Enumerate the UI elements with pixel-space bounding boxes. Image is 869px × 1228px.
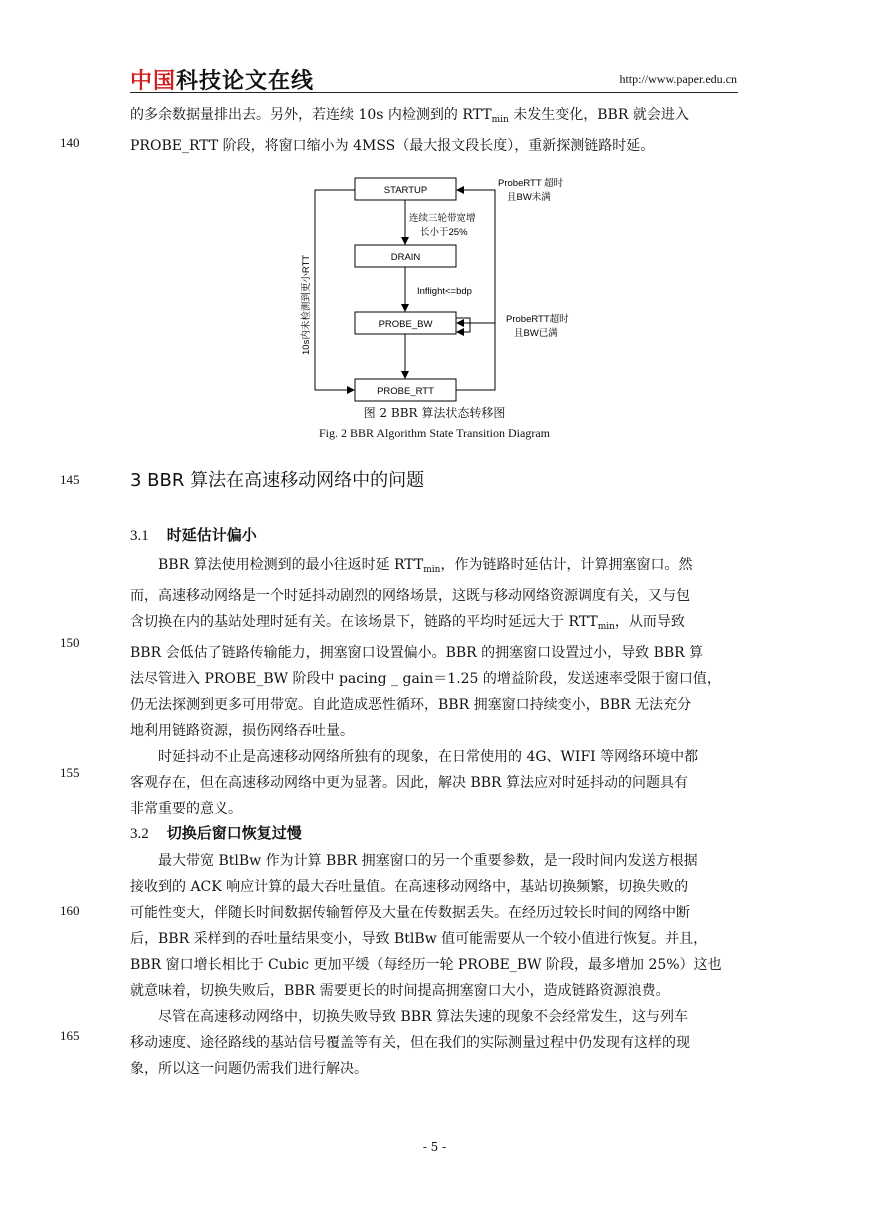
state-probe-bw-label: PROBE_BW	[378, 319, 433, 330]
section-3-heading: 3 BBR 算法在高速移动网络中的问题	[130, 470, 425, 491]
state-startup-label: STARTUP	[383, 185, 428, 196]
label-drain-probe-bw: Inflight<=bdp	[417, 286, 472, 297]
state-drain-label: DRAIN	[390, 252, 421, 263]
line-number: 150	[60, 635, 80, 650]
label-startup-drain-2: 长小于25%	[420, 227, 468, 238]
journal-url[interactable]: http://www.paper.edu.cn	[619, 72, 737, 86]
header-divider	[130, 92, 738, 93]
page-number: - 5 -	[422, 1140, 447, 1154]
subsection-3-1-heading: 3.1 时延估计偏小	[130, 526, 257, 544]
arrow-probe-bw-self-loop	[456, 318, 470, 332]
line-number: 145	[60, 472, 80, 487]
bbr-state-diagram	[290, 170, 590, 402]
label-top-right-1: ProbeRTT 超时	[498, 178, 564, 189]
line-number: 165	[60, 1028, 80, 1043]
arrow-left-loop	[315, 190, 355, 390]
line-number: 140	[60, 135, 80, 150]
subsection-3-2-heading: 3.2 切换后窗口恢复过慢	[130, 824, 302, 842]
state-probe-rtt-label: PROBE_RTT	[377, 386, 434, 397]
figure-caption-en: Fig. 2 BBR Algorithm State Transition Diagram	[318, 426, 551, 440]
journal-logo: 中国科技论文在线	[130, 69, 315, 94]
subsection-3-1-body: BBR 算法使用检测到的最小往返时延 $RTT_{min}$，作为链路时延估计，计算拥塞窗口。然 而，高速移动网络是一个时延抖动剧烈的网络场景，这既与移动网络资源调度有关，又与包 含切换在内的基站处理时延有关。在该场景下，链路的平均时延远大于 $RTT_{min}$，从而导致 BBR 会低估了链路传输能力，拥塞窗口设置偏小。BBR 的拥塞窗口设置过小，导致 BBR 算 法尽管进入 PROBE_BW 阶段中 pacing _ gain＝1.25 的增益阶段，发送速率受限于窗口值， 仍无法探测到更多可用带宽。自此造成恶性循环，BBR 拥塞窗口持续变小，BBR 无法充分 地利用链路资源，损伤网络吞吐量。 时延抖动不止是高速移动网络所独有的现象，在日常使用的 4G、WIFI 等网络环境中都 客观存在，但在高速移动网络中更为显著。因此，解决 BBR 算法应对时延抖动的问题具有 非常重要的意义。	[130, 557, 721, 817]
label-mid-right-1: ProbeRTT超时	[506, 314, 569, 325]
label-top-right-2: 且BW未满	[507, 192, 551, 203]
label-left-loop: 10s内未检测到更小RTT	[301, 254, 312, 355]
line-number: 160	[60, 903, 80, 918]
line-number: 155	[60, 765, 80, 780]
label-mid-right-2: 且BW已满	[514, 328, 558, 339]
label-startup-drain-1: 连续三轮带宽增	[409, 213, 476, 224]
subsection-3-2-body: 最大带宽 BtlBw 作为计算 BBR 拥塞窗口的另一个重要参数，是一段时间内发送方根据 接收到的 ACK 响应计算的最大吞吐量值。在高速移动网络中，基站切换频繁，切换失败的 可能性变大，伴随长时间数据传输暂停及大量在传数据丢失。在经历过较长时间的网络中断 后，BBR 采样到的吞吐量结果变小，导致 BtlBw 值可能需要从一个较小值进行恢复。并且， BBR 窗口增长相比于 Cubic 更加平缓（每经历一轮 PROBE_BW 阶段，最多增加 25%）这也 就意味着，切换失败后，BBR 需要更长的时间提高拥塞窗口大小，造成链路资源浪费。 尽管在高速移动网络中，切换失败导致 BBR 算法失速的现象不会经常发生，这与列车 移动速度、途径路线的基站信号覆盖等有关，但在我们的实际测量过程中仍发现有这样的现 象，所以这一问题仍需我们进行解决。	[130, 853, 722, 1077]
figure-caption-cn: 图 2 BBR 算法状态转移图	[363, 406, 506, 420]
paragraph-top: 的多余数据量排出去。另外，若连续 10s 内检测到的 $RTT_{min}$ 未发生变化，BBR 就会进入 PROBE_RTT 阶段，将窗口缩小为 4MSS（最大报文段长度），重新探测链路时延。	[130, 107, 689, 154]
